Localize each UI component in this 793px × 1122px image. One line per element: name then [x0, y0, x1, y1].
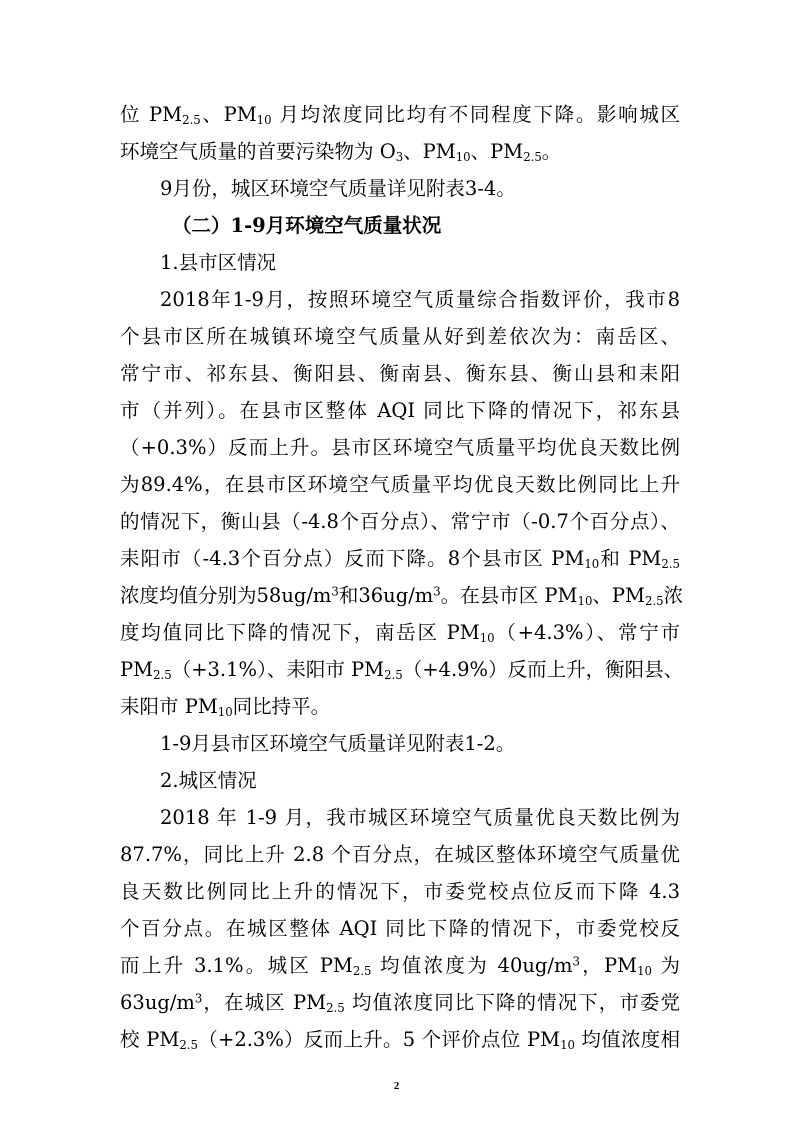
paragraph-line: 度均值同比下降的情况下，南岳区 $PM_{10}(+4.3\%)$、常宁市: [120, 621, 680, 645]
paragraph-line: 个县市区所在城镇环境空气质量从好到差依次为：南岳区、: [120, 325, 680, 348]
paragraph-line: 1-9月县市区环境空气质量详见附表1-2。: [160, 732, 516, 755]
text-line: 环境空气质量的首要污染物为 $O_3$、$PM_{10}$、$PM_{2.5}$。: [120, 140, 562, 164]
page-number: 2: [393, 1080, 400, 1092]
section-heading: （二）1-9月环境空气质量状况: [172, 214, 442, 237]
paragraph-line: 良天数比例同比上升的情况下，市委党校点位反而下降 4.3: [120, 880, 680, 903]
paragraph-line: 为89.4%，在县市区环境空气质量平均优良天数比例同比上升: [120, 473, 680, 496]
subsection-heading: 2.城区情况: [160, 769, 257, 792]
subsection-heading: 1.县市区情况: [160, 251, 277, 274]
paragraph-line: 9月份，城区环境空气质量详见附表3-4。: [160, 177, 516, 200]
paragraph-line: 耒阳市 $PM_{10}$同比持平。: [120, 695, 331, 719]
paragraph-line: $PM_{2.5}(+3.1\%)$、耒阳市 $PM_{2.5}(+4.9\%)$反而上升，衡阳县、: [120, 658, 684, 682]
paragraph-line: $63ug/m^3$，在城区 $PM_{2.5}$ 均值浓度同比下降的情况下，市委党: [120, 991, 680, 1015]
paragraph-line: 校 $PM_{2.5}(+2.3\%)$反而上升。5 个评价点位 $PM_{10}$ 均值浓度相: [120, 1028, 680, 1052]
paragraph-line: 的情况下，衡山县（-4.8个百分点）、常宁市（-0.7个百分点）、: [120, 510, 680, 533]
paragraph-line: 2018年1-9月，按照环境空气质量综合指数评价，我市8: [160, 288, 680, 311]
paragraph-line: 2018 年 1-9 月，我市城区环境空气质量优良天数比例为: [160, 806, 680, 829]
paragraph-line: 浓度均值分别为$58ug/m^3$和$36ug/m^3$。在县市区 $PM_{10}$、$PM_{2.5}$浓: [120, 584, 684, 608]
paragraph-line: 耒阳市（-4.3个百分点）反而下降。8个县市区 $PM_{10}$和 $PM_{2.5}$: [120, 547, 680, 571]
paragraph-line: 常宁市、祁东县、衡阳县、衡南县、衡东县、衡山县和耒阳: [120, 362, 680, 385]
paragraph-line: （+0.3%）反而上升。县市区环境空气质量平均优良天数比例: [120, 436, 680, 459]
paragraph-line: 而上升 3.1%。城区 $PM_{2.5}$ 均值浓度为 $40ug/m^3$，$PM_{10}$ 为: [120, 954, 681, 978]
paragraph-line: 市（并列）。在县市区整体 AQI 同比下降的情况下，祁东县: [120, 399, 680, 422]
text-line: 位 $PM_{2.5}$、$PM_{10}$ 月均浓度同比均有不同程度下降。影响城区: [120, 103, 680, 127]
paragraph-line: 个百分点。在城区整体 AQI 同比下降的情况下，市委党校反: [120, 917, 680, 940]
paragraph-line: 87.7%，同比上升 2.8 个百分点，在城区整体环境空气质量优: [120, 843, 680, 866]
